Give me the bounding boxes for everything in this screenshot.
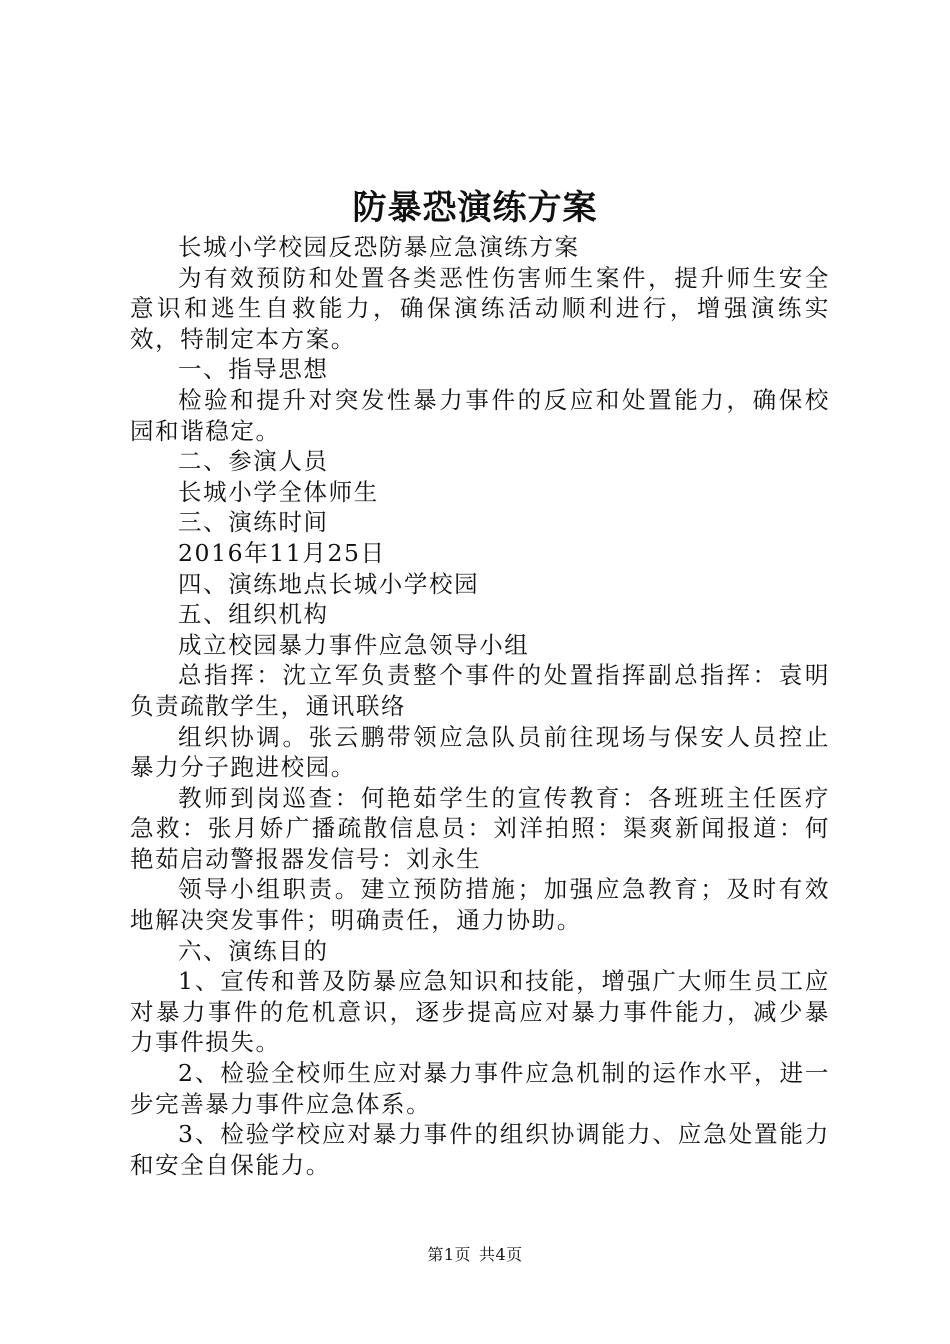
page-total: 共4页 [479,1245,523,1264]
heading-organization: 五、组织机构 [178,600,329,629]
heading-participants: 二、参演人员 [178,447,329,476]
paragraph-subtitle: 长城小学校园反恐防暴应急演练方案 [178,233,580,261]
paragraph-drill-time: 2016年11月25日 [178,538,386,567]
paragraph-leadership-group: 成立校园暴力事件应急领导小组 [178,630,530,659]
paragraph-roles: 教师到岗巡查：何艳茹学生的宣传教育：各班班主任医疗急救：张月娇广播疏散信息员：刘洋拍照：渠爽新闻报道：何艳茹启动警报器发信号：刘永生 [130,783,830,873]
paragraph-purpose-3: 3、检验学校应对暴力事件的组织协调能力、应急处置能力和安全自保能力。 [130,1120,830,1179]
paragraph-guiding-principle: 检验和提升对突发性暴力事件的反应和处置能力，确保校园和谐稳定。 [130,385,830,445]
paragraph-purpose-1: 1、宣传和普及防暴应急知识和技能，增强广大师生员工应对暴力事件的危机意识，逐步提高应对暴力事件能力，减少暴力事件损失。 [130,967,830,1057]
paragraph-commanders: 总指挥：沈立军负责整个事件的处置指挥副总指挥：袁明负责疏散学生，通讯联络 [130,661,830,720]
page-footer [0,1245,950,1265]
paragraph-participants: 长城小学全体师生 [178,477,379,506]
heading-drill-location: 四、演练地点长城小学校园 [178,569,480,598]
page-number: 第1页 [427,1245,471,1264]
heading-drill-purpose: 六、演练目的 [178,936,329,965]
document-title: 防暴恐演练方案 [352,188,598,228]
heading-drill-time: 三、演练时间 [178,508,329,537]
document-body [130,232,830,1180]
paragraph-intro: 为有效预防和处置各类恶性伤害师生案件，提升师生安全意识和逃生自救能力，确保演练活动顺利进行，增强演练实效，特制定本方案。 [130,263,830,353]
paragraph-responsibilities: 领导小组职责。建立预防措施；加强应急教育；及时有效地解决突发事件；明确责任，通力协助。 [130,875,830,935]
paragraph-coordination: 组织协调。张云鹏带领应急队员前往现场与保安人员控止暴力分子跑进校园。 [130,722,830,782]
heading-guiding-principle: 一、指导思想 [178,355,329,384]
paragraph-purpose-2: 2、检验全校师生应对暴力事件应急机制的运作水平，进一步完善暴力事件应急体系。 [130,1059,830,1118]
